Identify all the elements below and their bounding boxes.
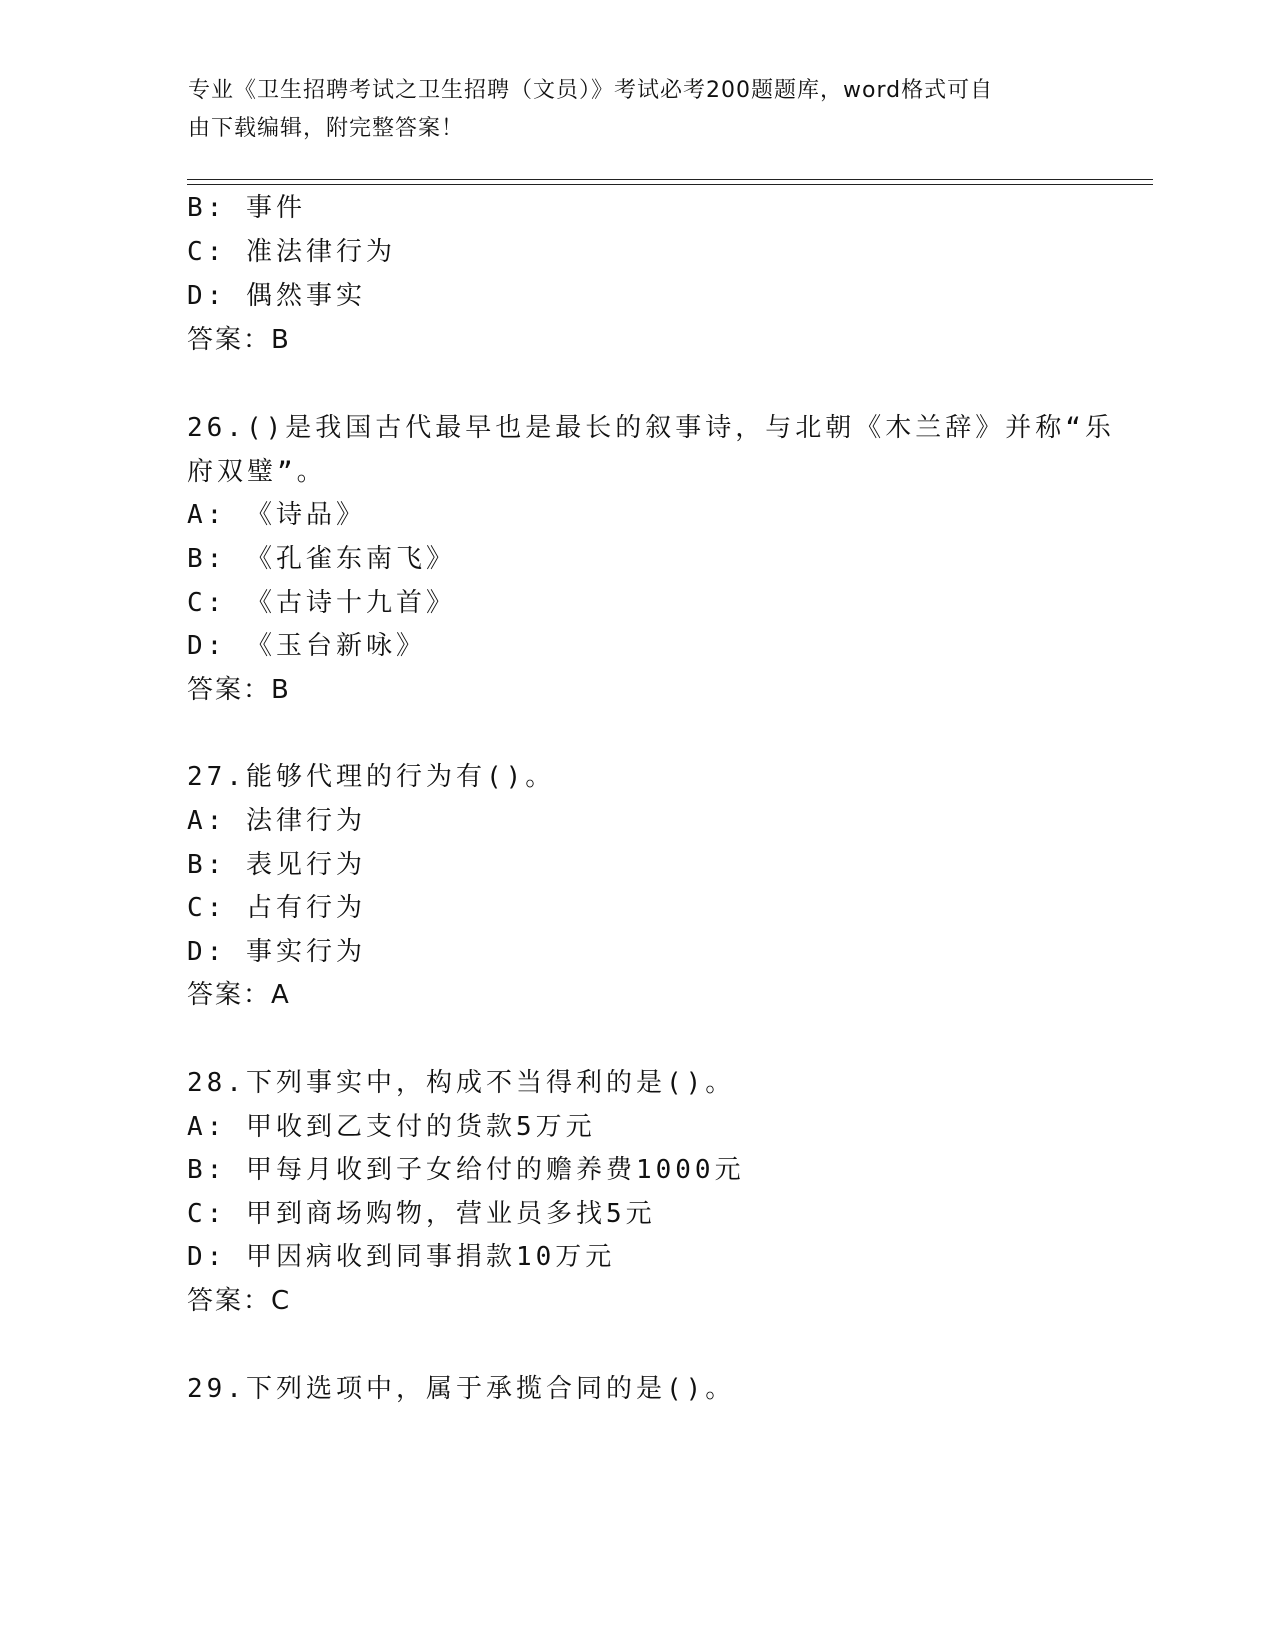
q29-stem: 29.下列选项中，属于承揽合同的是()。 (187, 1374, 736, 1404)
q26-option-d: D: 《玉台新咏》 (187, 631, 426, 661)
q27-option-c: C: 占有行为 (187, 893, 366, 923)
q27-option-a: A: 法律行为 (187, 806, 366, 836)
q25-option-c: C: 准法律行为 (187, 237, 396, 267)
q27-option-d: D: 事实行为 (187, 937, 366, 967)
header-divider-top (187, 179, 1153, 180)
q28-option-d: D: 甲因病收到同事捐款10万元 (187, 1242, 616, 1272)
q27-answer: 答案：A (187, 980, 291, 1010)
q28-option-a: A: 甲收到乙支付的货款5万元 (187, 1112, 596, 1142)
q25-option-d: D: 偶然事实 (187, 281, 366, 311)
header-line-2: 由下载编辑，附完整答案！ (188, 116, 465, 141)
q26-option-c: C: 《古诗十九首》 (187, 588, 456, 618)
header-divider-bottom (187, 184, 1153, 185)
q25-answer: 答案：B (187, 325, 291, 355)
q27-option-b: B: 表见行为 (187, 850, 366, 880)
q26-option-a: A: 《诗品》 (187, 500, 366, 530)
q28-answer: 答案：C (187, 1286, 292, 1316)
q26-answer: 答案：B (187, 675, 291, 705)
q26-option-b: B: 《孔雀东南飞》 (187, 544, 456, 574)
q26-stem-line-2: 府双璧”。 (187, 457, 327, 487)
q26-stem-line-1: 26.()是我国古代最早也是最长的叙事诗，与北朝《木兰辞》并称“乐 (187, 413, 1115, 443)
document-header (188, 72, 1068, 148)
q28-option-b: B: 甲每月收到子女给付的赡养费1000元 (187, 1155, 745, 1185)
q28-option-c: C: 甲到商场购物，营业员多找5元 (187, 1199, 656, 1229)
q25-option-b: B: 事件 (187, 193, 306, 223)
q28-stem: 28.下列事实中，构成不当得利的是()。 (187, 1068, 736, 1098)
header-line-1: 专业《卫生招聘考试之卫生招聘（文员）》考试必考200题题库，word格式可自 (188, 78, 994, 103)
q27-stem: 27.能够代理的行为有()。 (187, 762, 556, 792)
